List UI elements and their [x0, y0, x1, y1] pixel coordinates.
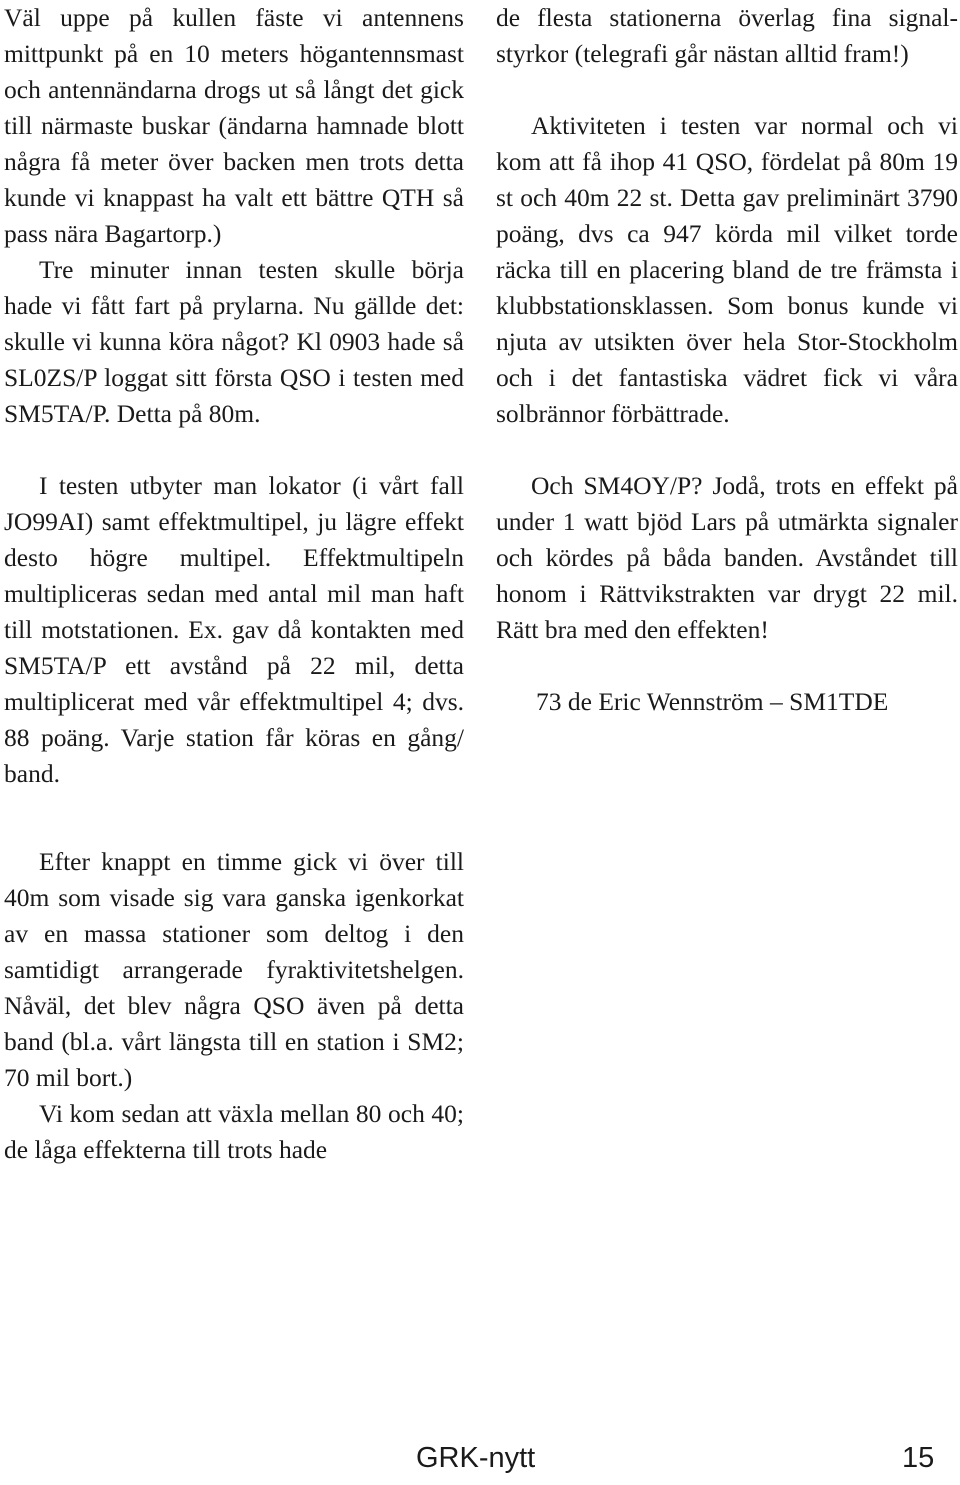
paragraph-sm4oy: Och SM4OY/P? Jodå, trots en effekt på under 1 watt bjöd Lars på utmärkta signaler och kördes på båda banden. Avståndet till honom i Rättvikstrakten var drygt 22 mil. Rätt bra med den effekten!	[496, 471, 958, 644]
right-column	[496, 0, 958, 720]
paragraph-antenna-setup: Väl uppe på kullen fäste vi antennens mittpunkt på en 10 meters högantennsmast och antennändarna drogs ut så långt det gick till närmaste buskar (ändarna hamnade blott några få meter över backen men trots detta kunde vi knappast ha valt ett bättre QTH så pass nära Bagartorp.)	[4, 3, 464, 248]
paragraph-scoring-rules: I testen utbyter man lokator (i vårt fall JO99AI) samt effektmultipel, ju lägre effekt desto högre multipel. Effektmultipeln multipliceras sedan med antal mil man haft till motstationen. Ex. gav då kontakten med SM5TA/P ett avstånd på 22 mil, detta multiplicerat med vår effektmultipel 4; dvs. 88 poäng. Varje station får köras en gång/ band.	[4, 471, 464, 788]
footer-page-number: 15	[902, 1442, 935, 1474]
paragraph-40m-band: Efter knappt en timme gick vi över till 40m som visade sig vara ganska igenkorkat av en massa stationer som deltog i den samtidigt arrangerade fyraktivitetshelgen. Nåväl, det blev några QSO även på detta band (bl.a. vårt längsta till en station i SM2; 70 mil bort.)	[4, 847, 464, 1092]
paragraph-test-start: Tre minuter innan testen skulle börja hade vi fått fart på prylarna. Nu gällde det: skulle vi kunna köra något? Kl 0903 hade så SL0ZS/P loggat sitt första QSO i testen med SM5TA/P. Detta på 80m.	[4, 255, 464, 428]
left-column	[4, 0, 464, 1168]
footer-publication-name: GRK-nytt	[416, 1442, 536, 1474]
author-signature: 73 de Eric Wennström – SM1TDE	[536, 687, 889, 716]
paragraph-band-switching: Vi kom sedan att växla mellan 80 och 40; de låga effekterna till trots hade	[4, 1099, 464, 1164]
paragraph-activity-results: Aktiviteten i testen var normal och vi kom att få ihop 41 QSO, fördelat på 80m 19 st och 40m 22 st. Detta gav preliminärt 3790 poäng, dvs ca 947 körda mil vilket torde räcka till en placering bland de tre främsta i klubbstationsklassen. Som bonus kunde vi njuta av utsikten över hela Stor-Stockholm och i det fantastiska vädret fick vi våra solbrännor förbättrade.	[496, 111, 958, 428]
paragraph-signal-strength: de flesta stationerna överlag fina signalstyrkor (telegrafi går nästan alltid fram!)	[496, 3, 958, 68]
